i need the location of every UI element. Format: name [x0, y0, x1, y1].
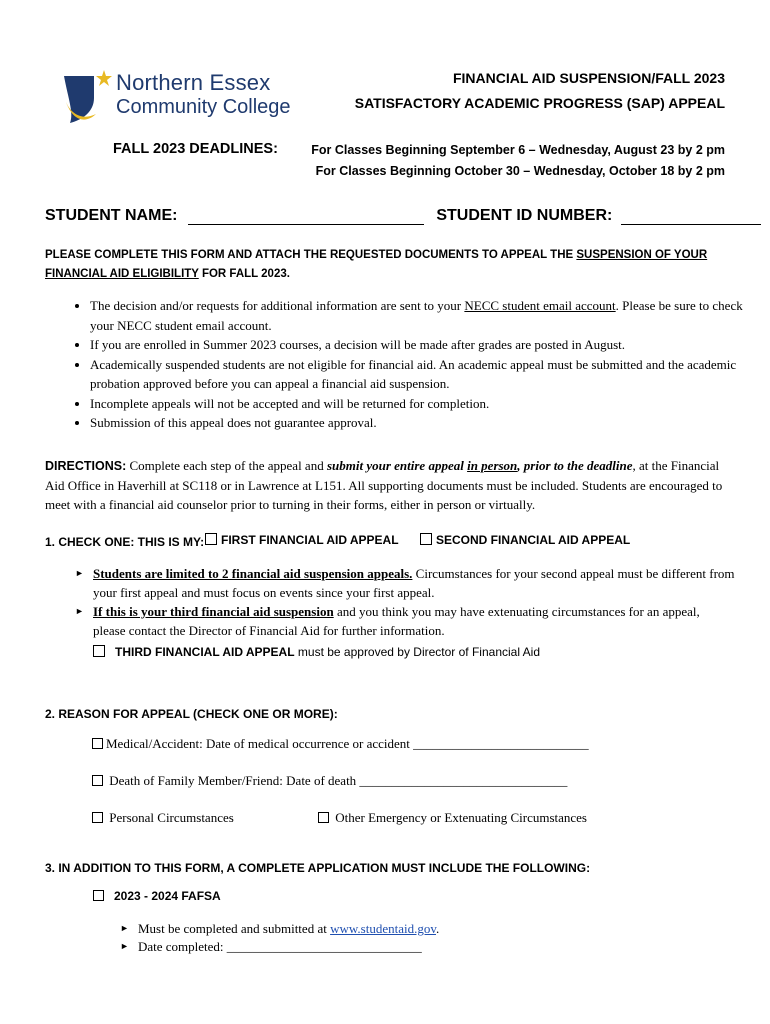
student-id-field[interactable] [621, 208, 761, 225]
second-appeal-option[interactable]: SECOND FINANCIAL AID APPEAL [420, 533, 630, 547]
list-item: • The decision and/or requests for additional information are sent to your NECC student email account. Please be sure to check your NECC student email account. [90, 296, 750, 335]
shield-logo-icon [60, 68, 112, 124]
logo-name-line1: Northern Essex [116, 70, 271, 95]
medical-checkbox[interactable] [92, 738, 103, 749]
student-name-field[interactable] [188, 208, 424, 225]
third-appeal-option[interactable]: THIRD FINANCIAL AID APPEAL must be approved by Director of Financial Aid [93, 645, 540, 659]
first-appeal-checkbox[interactable] [205, 533, 217, 545]
section3-label: 3. IN ADDITION TO THIS FORM, A COMPLETE APPLICATION MUST INCLUDE THE FOLLOWING: [45, 861, 591, 875]
college-logo [60, 68, 290, 124]
list-item: • Submission of this appeal does not guarantee approval. [90, 413, 750, 433]
logo-name-line2: Community College [116, 96, 291, 118]
section1-label: 1. CHECK ONE: THIS IS MY: [45, 535, 205, 549]
arrow-bullet-icon: ► [75, 568, 84, 578]
appeal-note-1: ► Students are limited to 2 financial aid suspension appeals. Circumstances for your second appeal must be different from your first appeal and must focus on events since your first appeal. [75, 566, 735, 600]
arrow-bullet-icon: ► [120, 923, 129, 933]
deadline-2: For Classes Beginning October 30 – Wednesday, October 18 by 2 pm [315, 164, 725, 178]
third-appeal-checkbox[interactable] [93, 645, 105, 657]
appeal-note-2: ► If this is your third financial aid suspension and you think you may have extenuating circumstances for an appeal, please contact the Director of Financial Aid for further information. [75, 604, 700, 638]
intro-paragraph: PLEASE COMPLETE THIS FORM AND ATTACH THE REQUESTED DOCUMENTS TO APPEAL THE SUSPENSION OF YOUR FINANCIAL AID ELIGIBILITY FOR FALL 2023. [45, 249, 708, 280]
studentaid-link[interactable]: www.studentaid.gov [330, 921, 436, 936]
list-item: • Incomplete appeals will not be accepted and will be returned for completion. [90, 394, 750, 414]
death-checkbox[interactable] [92, 775, 103, 786]
first-appeal-option[interactable]: FIRST FINANCIAL AID APPEAL [205, 533, 399, 547]
reason-personal[interactable]: Personal Circumstances [92, 810, 234, 826]
deadlines-label: FALL 2023 DEADLINES: [113, 141, 278, 157]
directions-paragraph: DIRECTIONS: Complete each step of the appeal and submit your entire appeal in person, prior to the deadline, at the Financial Aid Office in Haverhill at SC118 or in Lawrence at L151. All supporting documents must be included. Students are encouraged to meet with a financial aid counselor prior to turning in their forms, either in person or virtually. [45, 458, 723, 512]
list-item: • Academically suspended students are not eligible for financial aid. An academic appeal must be submitted and the academic probation approved before you can appeal a financial aid suspension. [90, 355, 750, 394]
other-checkbox[interactable] [318, 812, 329, 823]
arrow-bullet-icon: ► [75, 606, 84, 616]
student-info-row [45, 207, 761, 225]
form-title-line2: SATISFACTORY ACADEMIC PROGRESS (SAP) APPEAL [354, 95, 725, 111]
fafsa-item-2: ► Date completed: ______________________________ [120, 939, 422, 954]
second-appeal-checkbox[interactable] [420, 533, 432, 545]
personal-checkbox[interactable] [92, 812, 103, 823]
student-id-label: STUDENT ID NUMBER: [436, 207, 613, 224]
necc-email-link: NECC student email account [464, 298, 616, 313]
deadline-1: For Classes Beginning September 6 – Wednesday, August 23 by 2 pm [311, 143, 725, 157]
fafsa-checkbox[interactable] [93, 890, 104, 901]
fafsa-option[interactable]: 2023 - 2024 FAFSA [93, 889, 221, 903]
reason-other[interactable]: Other Emergency or Extenuating Circumstances [318, 810, 587, 826]
list-item: • If you are enrolled in Summer 2023 courses, a decision will be made after grades are posted in August. [90, 335, 750, 355]
reason-medical[interactable]: Medical/Accident: Date of medical occurrence or accident ___________________________ [92, 736, 589, 752]
reason-death[interactable]: Death of Family Member/Friend: Date of death ________________________________ [92, 773, 567, 789]
arrow-bullet-icon: ► [120, 941, 129, 951]
instructions-list [70, 296, 750, 433]
fafsa-item-1: ► Must be completed and submitted at www.studentaid.gov. [120, 921, 440, 936]
form-title-line1: FINANCIAL AID SUSPENSION/FALL 2023 [452, 70, 725, 86]
section2-label: 2. REASON FOR APPEAL (CHECK ONE OR MORE): [45, 707, 338, 721]
student-name-label: STUDENT NAME: [45, 207, 178, 224]
